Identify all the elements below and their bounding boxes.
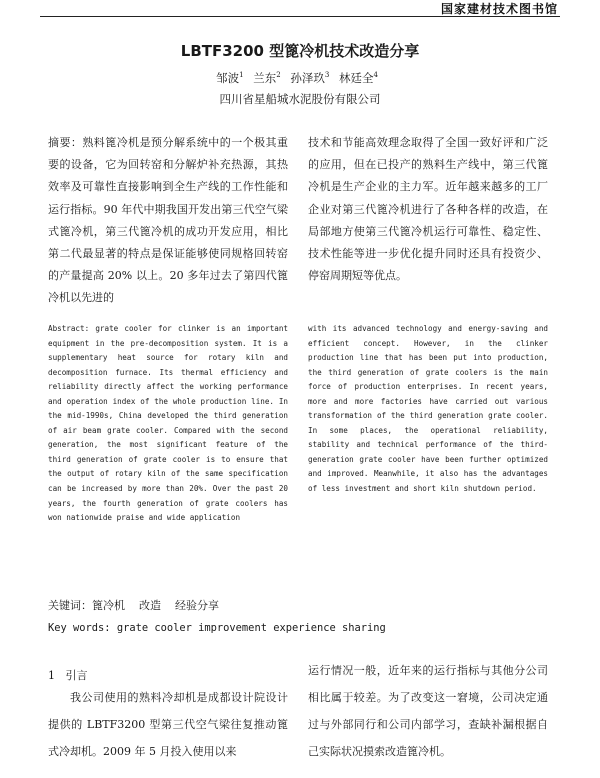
abstract-en-right-text: with its advanced technology and energy-saving and efficient concept. However, in the clinker production line that has been put into production, the third generation of grate coolers is the main force of production enterprises. In recent years, more and more factories have carried out various transformation of the third generation grate cooler. In some places, the operational reliability, stability and technical performance of the third-generation grate cooler have been further optimized and improved. Meanwhile, it also has the advantages of less investment and short kiln shutdown period. [308, 324, 548, 494]
keywords-en: Key words: grate cooler improvement experience sharing [48, 622, 386, 634]
author-name: 邹波 [216, 71, 240, 85]
running-head-title: 国家建材技术图书馆 [440, 2, 558, 16]
section-body-right-text: 运行情况一般，近年来的运行指标与其他分公司相比属于较差。为了改变这一窘境，公司决定通过与外部同行和公司内部学习，查缺补漏根据自己实际状况摸索改造篦冷机。 [308, 664, 548, 758]
author-name: 兰东 [253, 71, 277, 85]
abstract-en-left-text: Abstract: grate cooler for clinker is an important equipment in the pre-decomposition system. It is a supplementary heat source for rotary kiln and decomposition furnace. Its thermal efficiency and reliability directly affect the working performance and operation index of the whole production line. In the mid-1990s, China developed the third generation of air beam grate cooler. Compared with the second generation, the most significant feature of the third generation of grate cooler is to ensure that the output of rotary kiln of the same specification can be increased by more than 20%. Over the past 20 years, the fourth generation of grate coolers has won nationwide praise and wide application [48, 324, 288, 523]
abstract-cn-left-text: 摘要：熟料篦冷机是预分解系统中的一个极其重要的设备，它为回转窑和分解炉补充热源，其热效率及可靠性直接影响到全生产线的工作性能和运行指标。90 年代中期我国开发出第三代空气梁式篦冷机，第三代篦冷机的成功开发应用，相比第二代最显著的特点是保证能够使同规格回转窑的产量提高 20% 以上。20 多年过去了第四代篦冷机以先进的 [48, 136, 288, 305]
author-mark: 1 [239, 71, 244, 80]
author-name: 林廷全 [338, 71, 374, 85]
keywords-cn: 关键词：篦冷机 改造 经验分享 [48, 599, 219, 612]
abstract-en-left [48, 322, 288, 526]
author-mark: 2 [276, 71, 281, 80]
article-title: LBTF3200 型篦冷机技术改造分享 [180, 42, 420, 60]
section-body-left [48, 684, 288, 765]
section-body-left-text: 我公司使用的熟料冷却机是成都设计院设计提供的 LBTF3200 型第三代空气梁往复推动篦式冷却机。2009 年 5 月投入使用以来 [48, 691, 288, 758]
abstract-cn-left [48, 132, 288, 310]
abstract-cn-right-text: 技术和节能高效理念取得了全国一致好评和广泛的应用，但在已投产的熟料生产线中，第三代篦冷机是生产企业的主力军。近年越来越多的工厂企业对第三代篦冷机进行了各种各样的改造，在局部地方使第三代篦冷机运行可靠性、稳定性、技术性能等进一步优化提升同时还具有投资少、停窑周期短等优点。 [308, 136, 548, 283]
abstract-cn-right [308, 132, 548, 287]
section-body-right [308, 657, 548, 765]
author-mark: 3 [324, 71, 330, 80]
author-name: 孙泽玖 [290, 71, 325, 85]
author-list [0, 70, 600, 86]
section-heading: 1 引言 [48, 669, 88, 682]
author-mark: 4 [373, 71, 378, 80]
affiliation: 四川省星船城水泥股份有限公司 [219, 92, 381, 106]
abstract-en-right [308, 322, 548, 497]
header-rule [40, 16, 560, 17]
